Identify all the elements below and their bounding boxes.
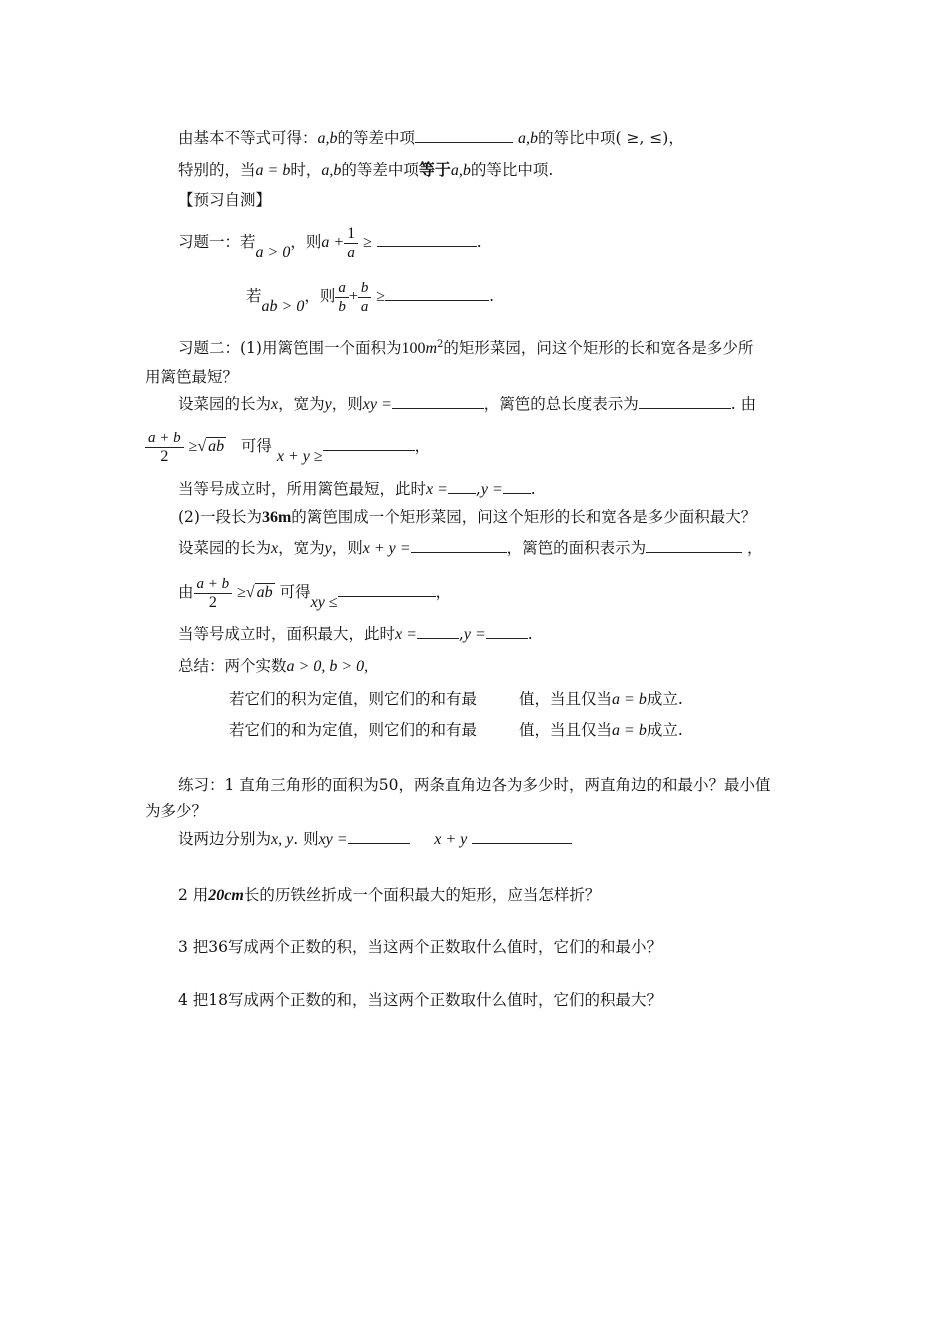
section-heading: 【预习自测】 (178, 191, 272, 209)
exercise-two-line-4: $\frac{a + b}{2}$ ≥√ ab 可得 x + y ≥， (145, 424, 430, 469)
exercise-two-line-9: 当等号成立时，面积最大，此时x = ,y = . (178, 625, 533, 643)
answer-blank[interactable] (377, 232, 477, 247)
square-root: √ ab (197, 438, 225, 455)
practice-question-3: 3 把36写成两个正数的积，当这两个正数取什么值时，它们的和最小？ (178, 938, 663, 956)
answer-blank[interactable] (385, 286, 489, 301)
exercise-two-part-2: (2)一段长为36m的篱笆围成一个矩形菜园，问这个矩形的长和宽各是多少面积最大？ (178, 508, 757, 526)
answer-blank[interactable] (646, 538, 742, 553)
square-root: √ ab (245, 584, 273, 601)
answer-blank[interactable] (486, 624, 528, 639)
inequality-intro-line: 由基本不等式可得：a,b的等差中项 a,b的等比中项( ≥, ≤)， (178, 129, 684, 147)
summary-rule-1: 若它们的积为定值，则它们的和有最 值，当且仅当a = b成立. (229, 690, 683, 708)
practice-question-1-cont: 为多少？ (145, 802, 208, 820)
answer-blank[interactable] (323, 436, 415, 451)
exercise-two-line-1: 习题二：(1)用篱笆围一个面积为$100m^2$的矩形菜园，问这个矩形的长和宽各是多少所 (178, 339, 754, 358)
exercise-two-line-3: 设菜园的长为x，宽为y，则xy = ，篱笆的总长度表示为 . 由 (178, 395, 757, 413)
special-case-line: 特别的，当a = b时，a,b的等差中项等于a,b的等比中项. (178, 160, 554, 179)
practice-question-2: 2 用20cm长的历铁丝折成一个面积最大的矩形，应当怎样折？ (178, 886, 601, 904)
answer-blank[interactable] (417, 624, 459, 639)
exercise-two-line-7: 设菜园的长为x，宽为y，则x + y = ，篱笆的面积表示为 ， (178, 539, 763, 557)
exercise-two-line-2: 用篱笆最短？ (145, 368, 239, 386)
answer-blank[interactable] (392, 394, 484, 409)
summary-rule-2: 若它们的和为定值，则它们的和有最 值，当且仅当a = b成立. (229, 721, 683, 739)
answer-blank[interactable] (348, 829, 410, 844)
practice-question-4: 4 把18写成两个正数的和，当这两个正数取什么值时，它们的积最大？ (178, 991, 663, 1009)
answer-blank[interactable] (411, 538, 507, 553)
fraction: $\frac{a}{b}$ (335, 279, 349, 316)
answer-blank[interactable] (503, 479, 531, 494)
exercise-two-line-8: 由 $\frac{a + b}{2}$ ≥√ ab 可得xy ≤， (178, 575, 452, 611)
answer-blank[interactable] (338, 582, 436, 597)
answer-blank[interactable] (415, 128, 513, 143)
exercise-two-line-5: 当等号成立时，所用篱笆最短，此时x = ,y = . (178, 480, 536, 498)
answer-blank[interactable] (639, 394, 731, 409)
fraction: $\frac{a + b}{2}$ (145, 429, 184, 466)
exercise-one-line-2: 若ab > 0，则 $\frac{a}{b}$ + $\frac{b}{a}$ ≥ . (246, 279, 495, 315)
answer-blank[interactable] (448, 479, 476, 494)
answer-blank[interactable] (472, 829, 572, 844)
fraction: $\frac{b}{a}$ (358, 279, 372, 316)
fraction: $\frac{1}{a}$ (344, 225, 358, 262)
exercise-one-line-1: 习题一：若a > 0，则a + $\frac{1}{a}$ ≥ . (178, 224, 482, 261)
summary-line: 总结：两个实数a > 0, b > 0, (178, 657, 369, 675)
fraction: $\frac{a + b}{2}$ (194, 575, 233, 612)
practice-question-1: 练习：1 直角三角形的面积为50，两条直角边各为多少时，两直角边的和最小？最小值 (178, 776, 771, 794)
practice-question-1-setup: 设两边分别为x, y. 则xy = x + y (178, 829, 572, 850)
